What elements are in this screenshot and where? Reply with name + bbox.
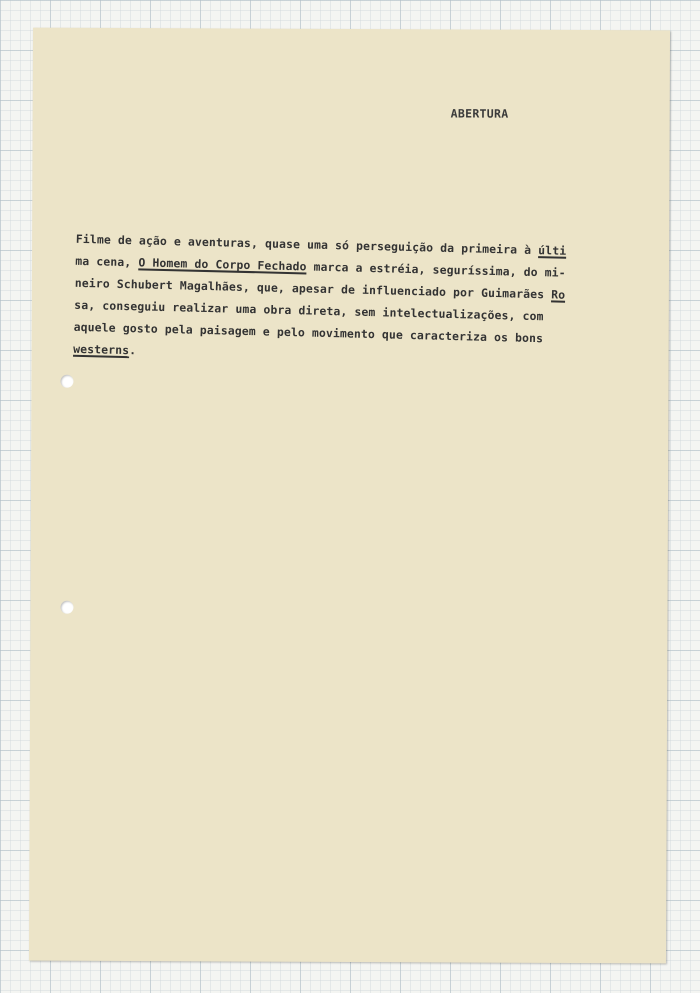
text-segment: sa, conseguiu realizar uma obra direta, sem intelectualizações, com	[74, 297, 544, 324]
document-title: ABERTURA	[450, 106, 509, 121]
text-segment: .	[129, 343, 137, 358]
film-title-underlined: O Homem do Corpo Fechado	[138, 255, 307, 274]
text-segment: Filme de ação e aventuras, quase uma só perseguição da primeira à	[75, 231, 539, 258]
punch-hole-bottom	[60, 601, 73, 614]
typewritten-page	[29, 28, 670, 964]
body-paragraph	[73, 228, 616, 373]
text-segment: marca a estréia, seguríssima, do mi-	[306, 259, 566, 280]
text-segment: neiro Schubert Magalhães, que, apesar de influenciado por Guimarães	[74, 275, 552, 302]
punch-hole-top	[60, 375, 73, 388]
text-segment: aquele gosto pela paisagem e pelo movimento que caracteriza os bons	[73, 319, 544, 346]
underlined-text: Ro	[551, 287, 566, 302]
underlined-text: westerns	[73, 341, 130, 358]
underlined-text: últi	[538, 243, 567, 258]
text-segment: ma cena,	[75, 253, 139, 270]
